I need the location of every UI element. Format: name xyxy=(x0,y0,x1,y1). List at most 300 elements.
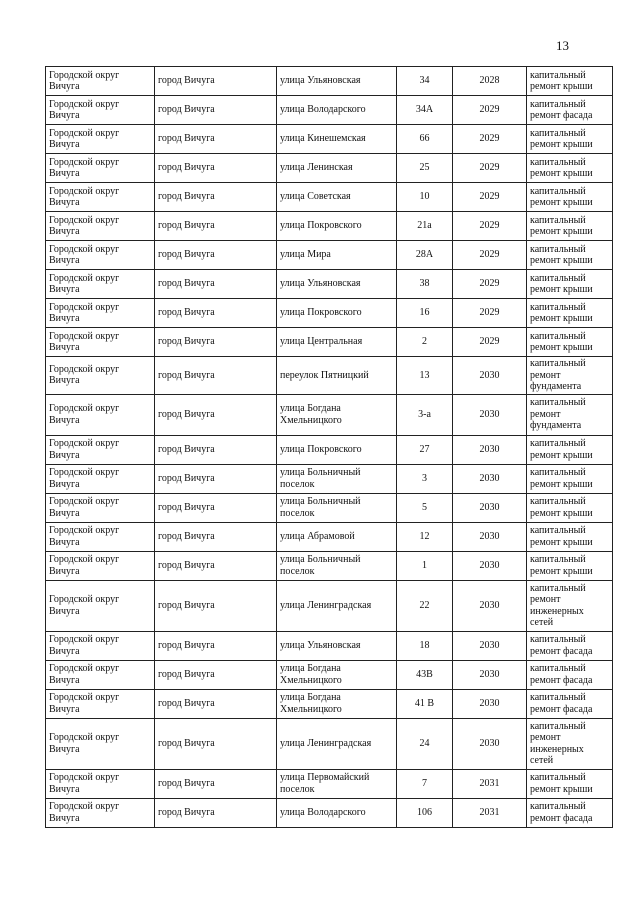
street-cell xyxy=(277,580,397,631)
house-number-text: 16 xyxy=(419,307,430,319)
table-row xyxy=(46,464,613,493)
street-text: улица Богдана Хмельницкого xyxy=(280,692,342,715)
year-text: 2029 xyxy=(479,278,500,290)
year-text: 2029 xyxy=(479,133,500,145)
table-body xyxy=(46,67,613,828)
house-number-text: 28А xyxy=(415,249,434,261)
house-number-cell xyxy=(397,718,453,769)
table-row xyxy=(46,689,613,718)
work-type-cell xyxy=(527,551,613,580)
house-number-text: 21а xyxy=(417,220,432,232)
settlement-cell xyxy=(155,631,277,660)
settlement-cell xyxy=(155,270,277,299)
municipality-text: Городской округ Вичуга xyxy=(49,127,120,150)
municipality-text: Городской округ Вичуга xyxy=(49,403,120,426)
street-text: улица Покровского xyxy=(280,220,362,232)
year-text: 2029 xyxy=(479,336,500,348)
year-text: 2030 xyxy=(479,530,500,542)
work-type-cell xyxy=(527,580,613,631)
work-type-text: капитальный ремонт фундамента xyxy=(530,358,586,392)
street-text: улица Первомайский поселок xyxy=(280,772,370,795)
year-cell xyxy=(453,493,527,522)
street-text: улица Ленинская xyxy=(280,162,353,174)
year-cell xyxy=(453,125,527,154)
street-cell xyxy=(277,464,397,493)
municipality-cell xyxy=(46,464,155,493)
municipality-text: Городской округ Вичуга xyxy=(49,732,120,755)
street-text: улица Ленинградская xyxy=(280,599,372,611)
street-text: улица Кинешемская xyxy=(280,133,366,145)
year-text: 2030 xyxy=(479,369,500,381)
work-type-cell xyxy=(527,631,613,660)
settlement-cell xyxy=(155,798,277,827)
house-number-text: 27 xyxy=(419,443,430,455)
settlement-text: город Вичуга xyxy=(158,220,215,232)
municipality-text: Городской округ Вичуга xyxy=(49,330,120,353)
year-text: 2029 xyxy=(479,104,500,116)
settlement-cell xyxy=(155,241,277,270)
work-type-text: капитальный ремонт крыши xyxy=(530,127,593,150)
table-row xyxy=(46,154,613,183)
year-cell xyxy=(453,769,527,798)
work-type-cell xyxy=(527,357,613,395)
year-cell xyxy=(453,357,527,395)
year-cell xyxy=(453,464,527,493)
municipality-cell xyxy=(46,435,155,464)
house-number-cell xyxy=(397,435,453,464)
house-number-cell xyxy=(397,798,453,827)
street-text: улица Покровского xyxy=(280,443,362,455)
settlement-text: город Вичуга xyxy=(158,369,215,381)
work-type-text: капитальный ремонт крыши xyxy=(530,69,593,92)
house-number-text: 43В xyxy=(416,668,433,680)
municipality-cell xyxy=(46,631,155,660)
street-cell xyxy=(277,328,397,357)
settlement-text: город Вичуга xyxy=(158,599,215,611)
street-text: улица Ульяновская xyxy=(280,278,361,290)
settlement-text: город Вичуга xyxy=(158,501,215,513)
table-row xyxy=(46,328,613,357)
work-type-cell xyxy=(527,464,613,493)
municipality-cell xyxy=(46,125,155,154)
municipality-text: Городской округ Вичуга xyxy=(49,243,120,266)
street-cell xyxy=(277,241,397,270)
settlement-text: город Вичуга xyxy=(158,249,215,261)
settlement-cell xyxy=(155,183,277,212)
house-number-cell xyxy=(397,551,453,580)
municipality-text: Городской округ Вичуга xyxy=(49,594,120,617)
settlement-cell xyxy=(155,769,277,798)
house-number-cell xyxy=(397,689,453,718)
municipality-cell xyxy=(46,212,155,241)
municipality-cell xyxy=(46,394,155,435)
municipality-text: Городской округ Вичуга xyxy=(49,438,120,461)
settlement-text: город Вичуга xyxy=(158,75,215,87)
house-number-text: 10 xyxy=(419,191,430,203)
house-number-cell xyxy=(397,493,453,522)
street-cell xyxy=(277,522,397,551)
municipality-cell xyxy=(46,357,155,395)
work-type-text: капитальный ремонт крыши xyxy=(530,772,593,795)
street-cell xyxy=(277,154,397,183)
settlement-text: город Вичуга xyxy=(158,777,215,789)
house-number-cell xyxy=(397,299,453,328)
year-cell xyxy=(453,241,527,270)
house-number-cell xyxy=(397,241,453,270)
municipality-text: Городской округ Вичуга xyxy=(49,663,120,686)
settlement-cell xyxy=(155,357,277,395)
street-cell xyxy=(277,299,397,328)
work-type-cell xyxy=(527,67,613,96)
work-type-cell xyxy=(527,241,613,270)
street-cell xyxy=(277,394,397,435)
municipality-text: Городской округ Вичуга xyxy=(49,801,120,824)
year-text: 2030 xyxy=(479,697,500,709)
table-row xyxy=(46,125,613,154)
settlement-cell xyxy=(155,689,277,718)
municipality-text: Городской округ Вичуга xyxy=(49,496,120,519)
house-number-text: 41 В xyxy=(414,697,435,709)
street-cell xyxy=(277,212,397,241)
house-number-text: 38 xyxy=(419,278,430,290)
work-type-text: капитальный ремонт фундамента xyxy=(530,397,586,432)
work-type-text: капитальный ремонт крыши xyxy=(530,467,593,490)
street-text: улица Абрамовой xyxy=(280,530,355,542)
year-text: 2030 xyxy=(479,639,500,651)
street-cell xyxy=(277,493,397,522)
house-number-cell xyxy=(397,125,453,154)
municipality-cell xyxy=(46,769,155,798)
municipality-text: Городской округ Вичуга xyxy=(49,525,120,548)
work-type-cell xyxy=(527,125,613,154)
house-number-text: 25 xyxy=(419,162,430,174)
work-type-text: капитальный ремонт фасада xyxy=(530,801,593,824)
table-row xyxy=(46,580,613,631)
work-type-cell xyxy=(527,689,613,718)
year-cell xyxy=(453,718,527,769)
year-cell xyxy=(453,798,527,827)
house-number-cell xyxy=(397,328,453,357)
table-row xyxy=(46,769,613,798)
table-row xyxy=(46,718,613,769)
house-number-cell xyxy=(397,660,453,689)
house-number-text: 2 xyxy=(422,336,427,348)
house-number-text: 7 xyxy=(422,777,427,789)
settlement-cell xyxy=(155,718,277,769)
settlement-cell xyxy=(155,67,277,96)
year-cell xyxy=(453,328,527,357)
municipality-cell xyxy=(46,241,155,270)
house-number-text: 1 xyxy=(422,559,427,571)
table-row xyxy=(46,493,613,522)
work-type-text: капитальный ремонт инженерных сетей xyxy=(530,582,586,628)
street-text: улица Мира xyxy=(280,249,331,261)
municipality-cell xyxy=(46,689,155,718)
municipality-text: Городской округ Вичуга xyxy=(49,272,120,295)
settlement-text: город Вичуга xyxy=(158,408,215,420)
settlement-text: город Вичуга xyxy=(158,133,215,145)
municipality-cell xyxy=(46,67,155,96)
street-text: улица Ленинградская xyxy=(280,737,372,749)
work-type-text: капитальный ремонт крыши xyxy=(530,301,593,324)
year-cell xyxy=(453,299,527,328)
municipality-cell xyxy=(46,328,155,357)
street-text: улица Богдана Хмельницкого xyxy=(280,663,342,686)
municipality-cell xyxy=(46,183,155,212)
year-cell xyxy=(453,631,527,660)
year-text: 2030 xyxy=(479,599,500,611)
municipality-text: Городской округ Вичуга xyxy=(49,98,120,121)
settlement-text: город Вичуга xyxy=(158,697,215,709)
municipality-cell xyxy=(46,299,155,328)
settlement-text: город Вичуга xyxy=(158,104,215,116)
street-text: улица Больничный поселок xyxy=(280,554,361,577)
municipality-cell xyxy=(46,660,155,689)
work-type-cell xyxy=(527,522,613,551)
work-type-cell xyxy=(527,394,613,435)
street-text: улица Ульяновская xyxy=(280,639,361,651)
work-type-cell xyxy=(527,660,613,689)
year-text: 2030 xyxy=(479,559,500,571)
year-cell xyxy=(453,96,527,125)
house-number-cell xyxy=(397,67,453,96)
year-text: 2029 xyxy=(479,220,500,232)
settlement-text: город Вичуга xyxy=(158,559,215,571)
year-cell xyxy=(453,183,527,212)
work-type-cell xyxy=(527,769,613,798)
year-cell xyxy=(453,394,527,435)
municipality-text: Городской округ Вичуга xyxy=(49,554,120,577)
settlement-cell xyxy=(155,299,277,328)
municipality-text: Городской округ Вичуга xyxy=(49,214,120,237)
year-text: 2029 xyxy=(479,249,500,261)
municipality-text: Городской округ Вичуга xyxy=(49,467,120,490)
municipality-text: Городской округ Вичуга xyxy=(49,692,120,715)
settlement-text: город Вичуга xyxy=(158,806,215,818)
street-text: улица Володарского xyxy=(280,104,366,116)
street-cell xyxy=(277,798,397,827)
street-text: улица Центральная xyxy=(280,336,363,348)
work-type-text: капитальный ремонт крыши xyxy=(530,185,593,208)
municipality-text: Городской округ Вичуга xyxy=(49,634,120,657)
year-text: 2031 xyxy=(479,806,500,818)
house-number-cell xyxy=(397,183,453,212)
work-type-cell xyxy=(527,493,613,522)
year-text: 2030 xyxy=(479,668,500,680)
street-cell xyxy=(277,96,397,125)
settlement-text: город Вичуга xyxy=(158,668,215,680)
work-type-text: капитальный ремонт фасада xyxy=(530,692,593,715)
work-type-text: капитальный ремонт крыши xyxy=(530,496,593,519)
settlement-text: город Вичуга xyxy=(158,472,215,484)
street-cell xyxy=(277,67,397,96)
year-cell xyxy=(453,270,527,299)
settlement-cell xyxy=(155,154,277,183)
year-cell xyxy=(453,689,527,718)
year-cell xyxy=(453,435,527,464)
house-number-cell xyxy=(397,631,453,660)
work-type-text: капитальный ремонт инженерных сетей xyxy=(530,720,586,766)
table-row xyxy=(46,67,613,96)
municipality-text: Городской округ Вичуга xyxy=(49,301,120,324)
settlement-cell xyxy=(155,328,277,357)
house-number-cell xyxy=(397,357,453,395)
street-cell xyxy=(277,718,397,769)
table-row xyxy=(46,551,613,580)
street-cell xyxy=(277,660,397,689)
street-text: улица Покровского xyxy=(280,307,362,319)
house-number-text: 3 xyxy=(422,472,427,484)
house-number-text: 13 xyxy=(419,369,430,381)
year-cell xyxy=(453,212,527,241)
settlement-text: город Вичуга xyxy=(158,530,215,542)
settlement-cell xyxy=(155,96,277,125)
street-cell xyxy=(277,435,397,464)
table-row xyxy=(46,660,613,689)
street-text: улица Богдана Хмельницкого xyxy=(280,403,342,426)
table-row xyxy=(46,183,613,212)
year-text: 2031 xyxy=(479,777,500,789)
work-type-cell xyxy=(527,718,613,769)
settlement-cell xyxy=(155,394,277,435)
house-number-cell xyxy=(397,464,453,493)
work-type-cell xyxy=(527,798,613,827)
settlement-text: город Вичуга xyxy=(158,278,215,290)
settlement-cell xyxy=(155,660,277,689)
municipality-text: Городской округ Вичуга xyxy=(49,772,120,795)
table-row xyxy=(46,270,613,299)
work-type-text: капитальный ремонт крыши xyxy=(530,330,593,353)
municipality-cell xyxy=(46,580,155,631)
house-number-cell xyxy=(397,394,453,435)
table-row xyxy=(46,394,613,435)
year-cell xyxy=(453,660,527,689)
work-type-text: капитальный ремонт крыши xyxy=(530,438,593,461)
municipality-cell xyxy=(46,798,155,827)
year-cell xyxy=(453,551,527,580)
settlement-cell xyxy=(155,580,277,631)
settlement-cell xyxy=(155,435,277,464)
settlement-text: город Вичуга xyxy=(158,162,215,174)
street-text: улица Ульяновская xyxy=(280,75,361,87)
settlement-cell xyxy=(155,464,277,493)
house-number-cell xyxy=(397,769,453,798)
house-number-cell xyxy=(397,522,453,551)
table-row xyxy=(46,357,613,395)
year-text: 2030 xyxy=(479,737,500,749)
year-cell xyxy=(453,580,527,631)
year-text: 2030 xyxy=(479,408,500,420)
street-text: переулок Пятницкий xyxy=(280,369,369,381)
work-type-text: капитальный ремонт крыши xyxy=(530,214,593,237)
municipality-cell xyxy=(46,270,155,299)
house-number-text: 106 xyxy=(417,806,432,818)
house-number-cell xyxy=(397,580,453,631)
settlement-text: город Вичуга xyxy=(158,443,215,455)
street-cell xyxy=(277,183,397,212)
street-cell xyxy=(277,357,397,395)
street-text: улица Володарского xyxy=(280,806,366,818)
street-cell xyxy=(277,689,397,718)
work-type-cell xyxy=(527,328,613,357)
house-number-cell xyxy=(397,154,453,183)
work-type-text: капитальный ремонт фасада xyxy=(530,634,593,657)
house-number-text: 34 xyxy=(419,75,430,87)
year-text: 2030 xyxy=(479,472,500,484)
house-number-cell xyxy=(397,270,453,299)
year-cell xyxy=(453,154,527,183)
work-type-text: капитальный ремонт фасада xyxy=(530,663,593,686)
house-number-text: 18 xyxy=(419,639,430,651)
work-type-text: капитальный ремонт крыши xyxy=(530,554,593,577)
work-type-cell xyxy=(527,299,613,328)
year-text: 2030 xyxy=(479,443,500,455)
settlement-cell xyxy=(155,125,277,154)
municipality-text: Городской округ Вичуга xyxy=(49,185,120,208)
street-cell xyxy=(277,769,397,798)
work-type-cell xyxy=(527,270,613,299)
table-row xyxy=(46,522,613,551)
year-cell xyxy=(453,522,527,551)
table-row xyxy=(46,631,613,660)
year-text: 2029 xyxy=(479,307,500,319)
street-text: улица Больничный поселок xyxy=(280,496,361,519)
municipality-cell xyxy=(46,718,155,769)
municipality-text: Городской округ Вичуга xyxy=(49,156,120,179)
street-cell xyxy=(277,270,397,299)
house-number-cell xyxy=(397,96,453,125)
municipality-text: Городской округ Вичуга xyxy=(49,363,120,387)
table-row xyxy=(46,299,613,328)
work-type-cell xyxy=(527,212,613,241)
page-number: 13 xyxy=(556,38,569,53)
year-text: 2029 xyxy=(479,191,500,203)
municipality-cell xyxy=(46,493,155,522)
table-row xyxy=(46,241,613,270)
settlement-cell xyxy=(155,551,277,580)
settlement-cell xyxy=(155,522,277,551)
work-type-text: капитальный ремонт фасада xyxy=(530,98,593,121)
table-row xyxy=(46,212,613,241)
settlement-cell xyxy=(155,212,277,241)
year-text: 2028 xyxy=(479,75,500,87)
house-number-text: 22 xyxy=(419,599,430,611)
house-number-text: 3-а xyxy=(418,408,431,420)
repair-schedule-table xyxy=(45,66,613,828)
settlement-text: город Вичуга xyxy=(158,336,215,348)
table-row xyxy=(46,435,613,464)
municipality-cell xyxy=(46,154,155,183)
street-cell xyxy=(277,631,397,660)
year-text: 2030 xyxy=(479,501,500,513)
municipality-text: Городской округ Вичуга xyxy=(49,69,120,92)
settlement-text: город Вичуга xyxy=(158,307,215,319)
work-type-text: капитальный ремонт крыши xyxy=(530,243,593,266)
work-type-text: капитальный ремонт крыши xyxy=(530,525,593,548)
municipality-cell xyxy=(46,96,155,125)
house-number-text: 24 xyxy=(419,737,430,749)
house-number-cell xyxy=(397,212,453,241)
work-type-cell xyxy=(527,435,613,464)
work-type-text: капитальный ремонт крыши xyxy=(530,156,593,179)
street-cell xyxy=(277,125,397,154)
settlement-text: город Вичуга xyxy=(158,737,215,749)
work-type-cell xyxy=(527,183,613,212)
street-text: улица Больничный поселок xyxy=(280,467,361,490)
municipality-cell xyxy=(46,522,155,551)
settlement-text: город Вичуга xyxy=(158,191,215,203)
street-text: улица Советская xyxy=(280,191,351,203)
